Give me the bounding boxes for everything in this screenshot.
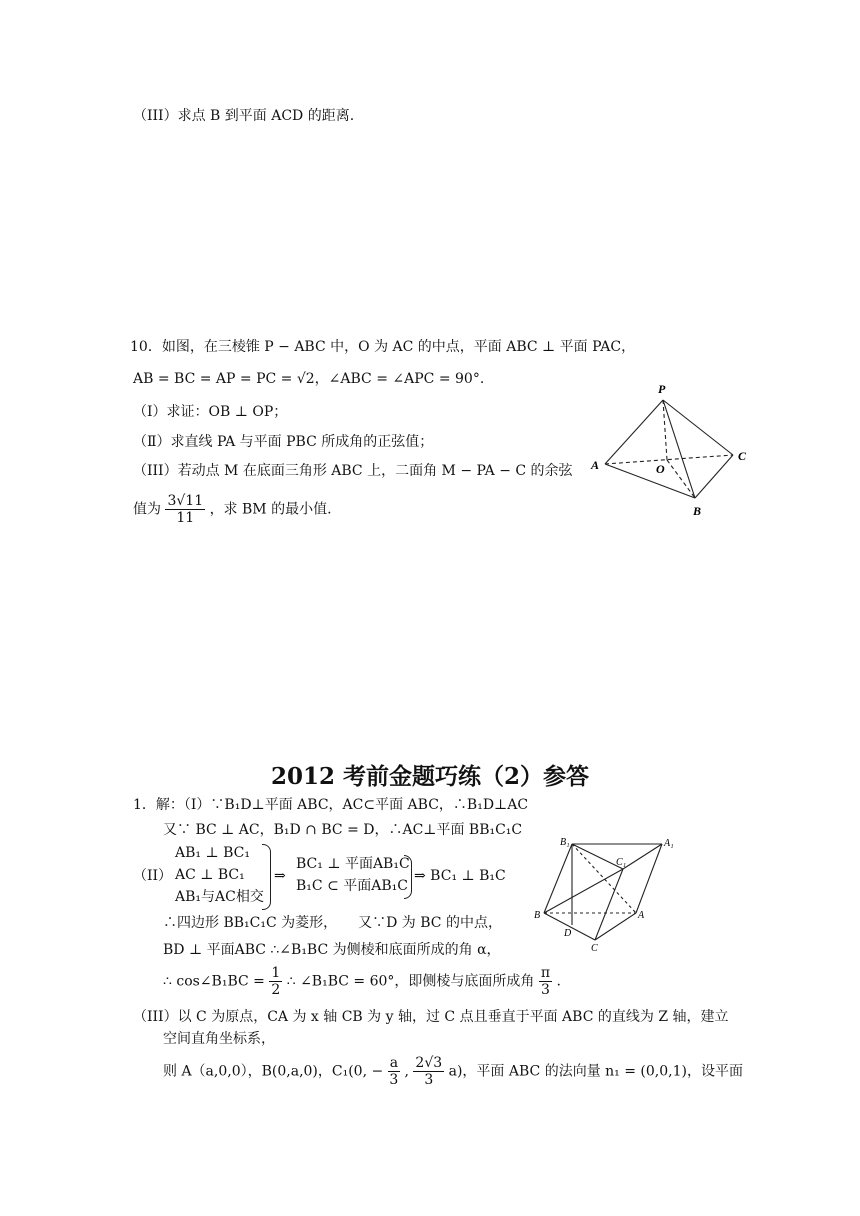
sol-line8-pre: 则 A（a,0,0），B(0,a,0)，C₁(0, − — [163, 1063, 384, 1080]
implies-2: ⇒ BC₁ ⊥ B₁C — [414, 868, 506, 884]
label-C1: C₁ — [616, 857, 627, 868]
sol-line8 — [163, 1055, 743, 1088]
brace-right-1 — [262, 844, 271, 910]
sol-line5 — [163, 965, 561, 998]
label-D: D — [564, 928, 572, 939]
sol-line5-end: . — [556, 973, 561, 990]
fraction-denominator: 3 — [424, 1072, 434, 1088]
sys-left-1: AB₁ ⊥ BC₁ — [175, 845, 250, 861]
q10-part3: （III）若动点 M 在底面三角形 ABC 上，二面角 M − PA − C 的余弦 — [133, 463, 573, 479]
fraction-denominator: 11 — [176, 510, 195, 526]
fraction-numerator: 2√3 — [415, 1055, 443, 1071]
fraction-denominator: 3 — [389, 1072, 399, 1088]
q10-part1: （Ⅰ）求证：OB ⊥ OP； — [133, 404, 288, 420]
label-O: O — [656, 462, 665, 476]
fraction-denominator: 2 — [271, 982, 281, 998]
sol-line6: （III）以 C 为原点，CA 为 x 轴 CB 为 y 轴，过 C 点且垂直于平面 ABC 的直线为 Z 轴，建立 — [133, 1009, 729, 1025]
label-C: C — [591, 943, 598, 954]
sys-left-3: AB₁与AC相交 — [175, 889, 264, 905]
tetrahedron-figure — [585, 378, 765, 518]
fraction-numerator: a — [389, 1055, 399, 1071]
sol-line5-mid: ∴ ∠B₁BC = 60°，即侧棱与底面所成角 — [286, 973, 535, 990]
sys-mid-2: B₁C ⊂ 平面AB₁C — [296, 878, 408, 894]
q10-part2: （Ⅱ）求直线 PA 与平面 PBC 所成角的正弦值； — [133, 434, 434, 450]
q10-cosine-fraction — [165, 493, 205, 526]
sol-line1: 1．解：（I）∵B₁D⊥平面 ABC，AC⊂平面 ABC，∴B₁D⊥AC — [133, 797, 529, 813]
prism-figure — [530, 835, 680, 955]
q10-line2: AB = BC = AP = PC = √2，∠ABC = ∠APC = 90°. — [133, 371, 485, 387]
cos-fraction — [269, 965, 282, 998]
label-B1: B₁ — [560, 837, 570, 848]
fraction-numerator: 1 — [271, 965, 281, 981]
q10-part3-pre: 值为 — [133, 501, 161, 518]
fraction-denominator: 3 — [541, 982, 550, 998]
label-B: B — [534, 910, 541, 921]
sol-line2: 又∵ BC ⊥ AC，B₁D ∩ BC = D，∴AC⊥平面 BB₁C₁C — [163, 822, 523, 838]
q10-part3-post: ，求 BM 的最小值. — [209, 501, 332, 518]
sol-line4: BD ⊥ 平面ABC ∴∠B₁BC 为侧棱和底面所成的角 α， — [163, 942, 501, 958]
label-A: A — [638, 910, 645, 921]
coord-fraction-1 — [388, 1055, 400, 1088]
fraction-numerator: π — [540, 965, 551, 981]
sol-line3: ∴四边形 BB₁C₁C 为菱形， 又∵D 为 BC 的中点， — [163, 915, 502, 931]
label-A1: A₁ — [664, 838, 674, 849]
implies-1: ⇒ — [274, 868, 286, 884]
fraction-numerator: 3√11 — [167, 493, 204, 509]
brace-right-2 — [404, 855, 412, 899]
sys-left-2: AC ⊥ BC₁ — [175, 867, 245, 883]
coord-fraction-2 — [413, 1055, 444, 1088]
label-B: B — [693, 504, 702, 518]
answer-title: 2012 考前金题巧练（2）参答 — [270, 763, 590, 790]
label-P: P — [658, 382, 666, 396]
q10-line1: 10．如图，在三棱锥 P − ABC 中，O 为 AC 的中点，平面 ABC ⊥ 平面 PAC， — [130, 339, 636, 355]
label-C: C — [738, 449, 747, 463]
angle-fraction — [539, 965, 552, 998]
sol-line8-post: a)，平面 ABC 的法向量 n₁ = (0,0,1)，设平面 — [448, 1063, 743, 1080]
sol-line8-comma: , — [404, 1063, 409, 1080]
sol-part2-label: （II） — [133, 868, 173, 884]
q10-part3-cont — [133, 493, 332, 526]
sys-mid-1: BC₁ ⊥ 平面AB₁C — [296, 856, 410, 872]
sol-system-mid — [296, 853, 410, 897]
sol-line7: 空间直角坐标系， — [163, 1031, 275, 1047]
label-A: A — [591, 458, 600, 472]
sol-line5-pre: ∴ cos∠B₁BC = — [163, 973, 265, 990]
q9-part3: （III）求点 B 到平面 ACD 的距离. — [133, 108, 355, 124]
sol-system-left — [175, 842, 264, 908]
